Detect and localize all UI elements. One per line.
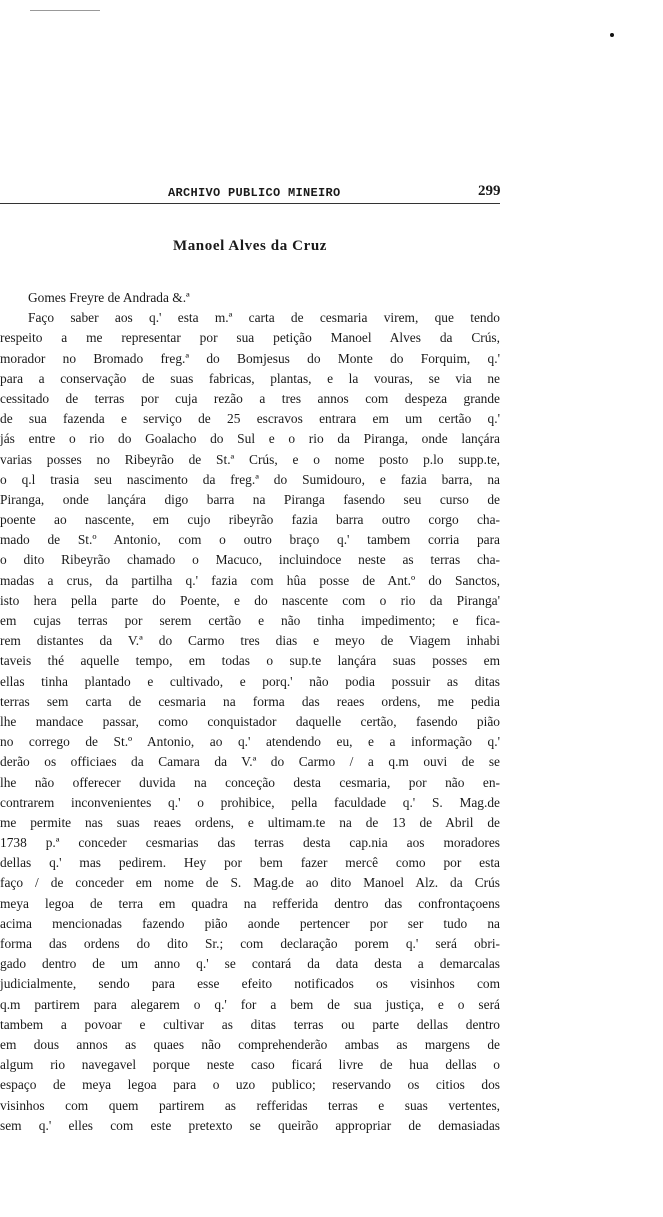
text-line: para a conservação de suas fabricas, plantas, e la vouras, se via ne [0,370,500,386]
text-line: lhe mandace passar, como conquistador daquelle certão, fasendo pião [0,713,500,729]
text-line: o q.l trasia seu nascimento da freg.ª do Sumidouro, e fazia barra, na [0,471,500,487]
text-line: lhe não offerecer duvida na conceção desta cesmaria, por não en- [0,774,500,790]
body-text [0,288,500,1136]
text-line: me permite nas suas reaes ordens, e ultimam.te na de 13 de Abril de [0,814,500,830]
text-line: isto hera pella parte do Poente, e do nascente com o rio da Piranga' [0,592,500,608]
entry-title: Manoel Alves da Cruz [172,238,328,254]
running-header [0,182,663,202]
text-line: Gomes Freyre de Andrada &.ª [28,290,190,305]
text-line: jás entre o rio do Goalacho do Sul e o rio da Piranga, onde lançára [0,431,500,447]
text-line: meya legoa de terra em quadra na refferida dentro das confrontaçoens [0,895,500,911]
text-line: terras sem carta de cesmaria na forma das reaes ordens, me pedia [0,693,500,709]
text-line: 1738 p.ª conceder cesmarias das terras desta cap.nia aos moradores [0,835,500,851]
text-line: gado dentro de um anno q.' se contará da data desta a demarcalas [0,956,500,972]
text-line: dellas q.' mas pedirem. Hey por bem fazer mercê como por esta [0,855,500,871]
text-line: cessitado de terras por cuja rezão a tres annos com despeza grande [0,390,500,406]
header-rule [0,203,500,204]
text-line: varias posses no Ribeyrão de St.ª Crús, e o nome posto p.lo supp.te, [0,451,500,467]
text-line: acima mencionadas fazendo pião aonde pertencer por ser tudo na [0,915,500,931]
text-line: respeito a me representar por sua petição Manoel Alves da Crús, [0,330,500,346]
text-line: Faço saber aos q.' esta m.ª carta de cesmaria virem, que tendo [28,310,500,326]
text-line: derão os officiaes da Camara da V.ª do Carmo / a q.m ouvi de se [0,754,500,770]
text-line: em dous annos as quaes não comprehenderão ambas as margens de [0,1036,500,1052]
running-title: ARCHIVO PUBLICO MINEIRO [168,186,341,200]
text-line: espaço de meya legoa para o uzo publico; reservando os citios dos [0,1077,500,1093]
text-line: faço / de conceder em nome de S. Mag.de ao dito Manoel Alz. da Crús [0,875,500,891]
text-line: visinhos com quem partirem as refferidas terras e suas vertentes, [0,1097,500,1113]
ink-spot [610,33,614,37]
text-line: q.m partirem para alegarem o q.' for a bem de sua justiça, e o será [0,996,500,1012]
page-number: 299 [478,183,501,199]
text-line: judicialmente, sendo para esse efeito notificados os visinhos com [0,976,500,992]
text-line: mado de St.º Antonio, com o outro braço q.' tambem corria para [0,532,500,548]
text-line: no corrego de St.º Antonio, ao q.' atendendo eu, e a informação q.' [0,734,500,750]
text-line: o dito Ribeyrão chamado o Macuco, incluindoce neste as terras cha- [0,552,500,568]
text-line: contrarem inconvenientes q.' o prohibice, pella faculdade q.' S. Mag.de [0,794,500,810]
text-line: taveis thé aquelle tempo, em todas o sup.te lançára suas posses em [0,653,500,669]
text-line: tambem a povoar e cultivar as ditas terras ou parte dellas dentro [0,1016,500,1032]
text-line: ellas tinha plantado e cultivado, e porq.' não podia possuir as ditas [0,673,500,689]
text-line: morador no Bromado freg.ª do Bomjesus do Monte do Forquim, q.' [0,350,500,366]
text-line: rem distantes da V.ª do Carmo tres dias e meyo de Viagem inhabi [0,633,500,649]
text-line: em cujas terras por serem certão e não tinha impedimento; e fica- [0,613,500,628]
text-line: de sua fazenda e serviço de 25 escravos entrara em um certão q.' [0,411,500,427]
top-scan-mark [30,10,100,11]
text-line: poente ao nascente, em cujo ribeyrão fazia barra outro corgo cha- [0,512,500,528]
text-line: madas a crus, da partilha q.' fazia com hûa posse de Ant.º do Sanctos, [0,572,500,588]
text-line: algum rio navegavel porque neste caso ficará livre de hua dellas o [0,1057,500,1073]
text-line: forma das ordens do dito Sr.; com declaração porem q.' será obri- [0,936,500,951]
text-line: Piranga, onde lançára digo barra na Piranga fasendo seu curso de [0,491,500,507]
text-line: sem q.' elles com este pretexto se queirão appropriar de demasiadas [0,1117,500,1133]
